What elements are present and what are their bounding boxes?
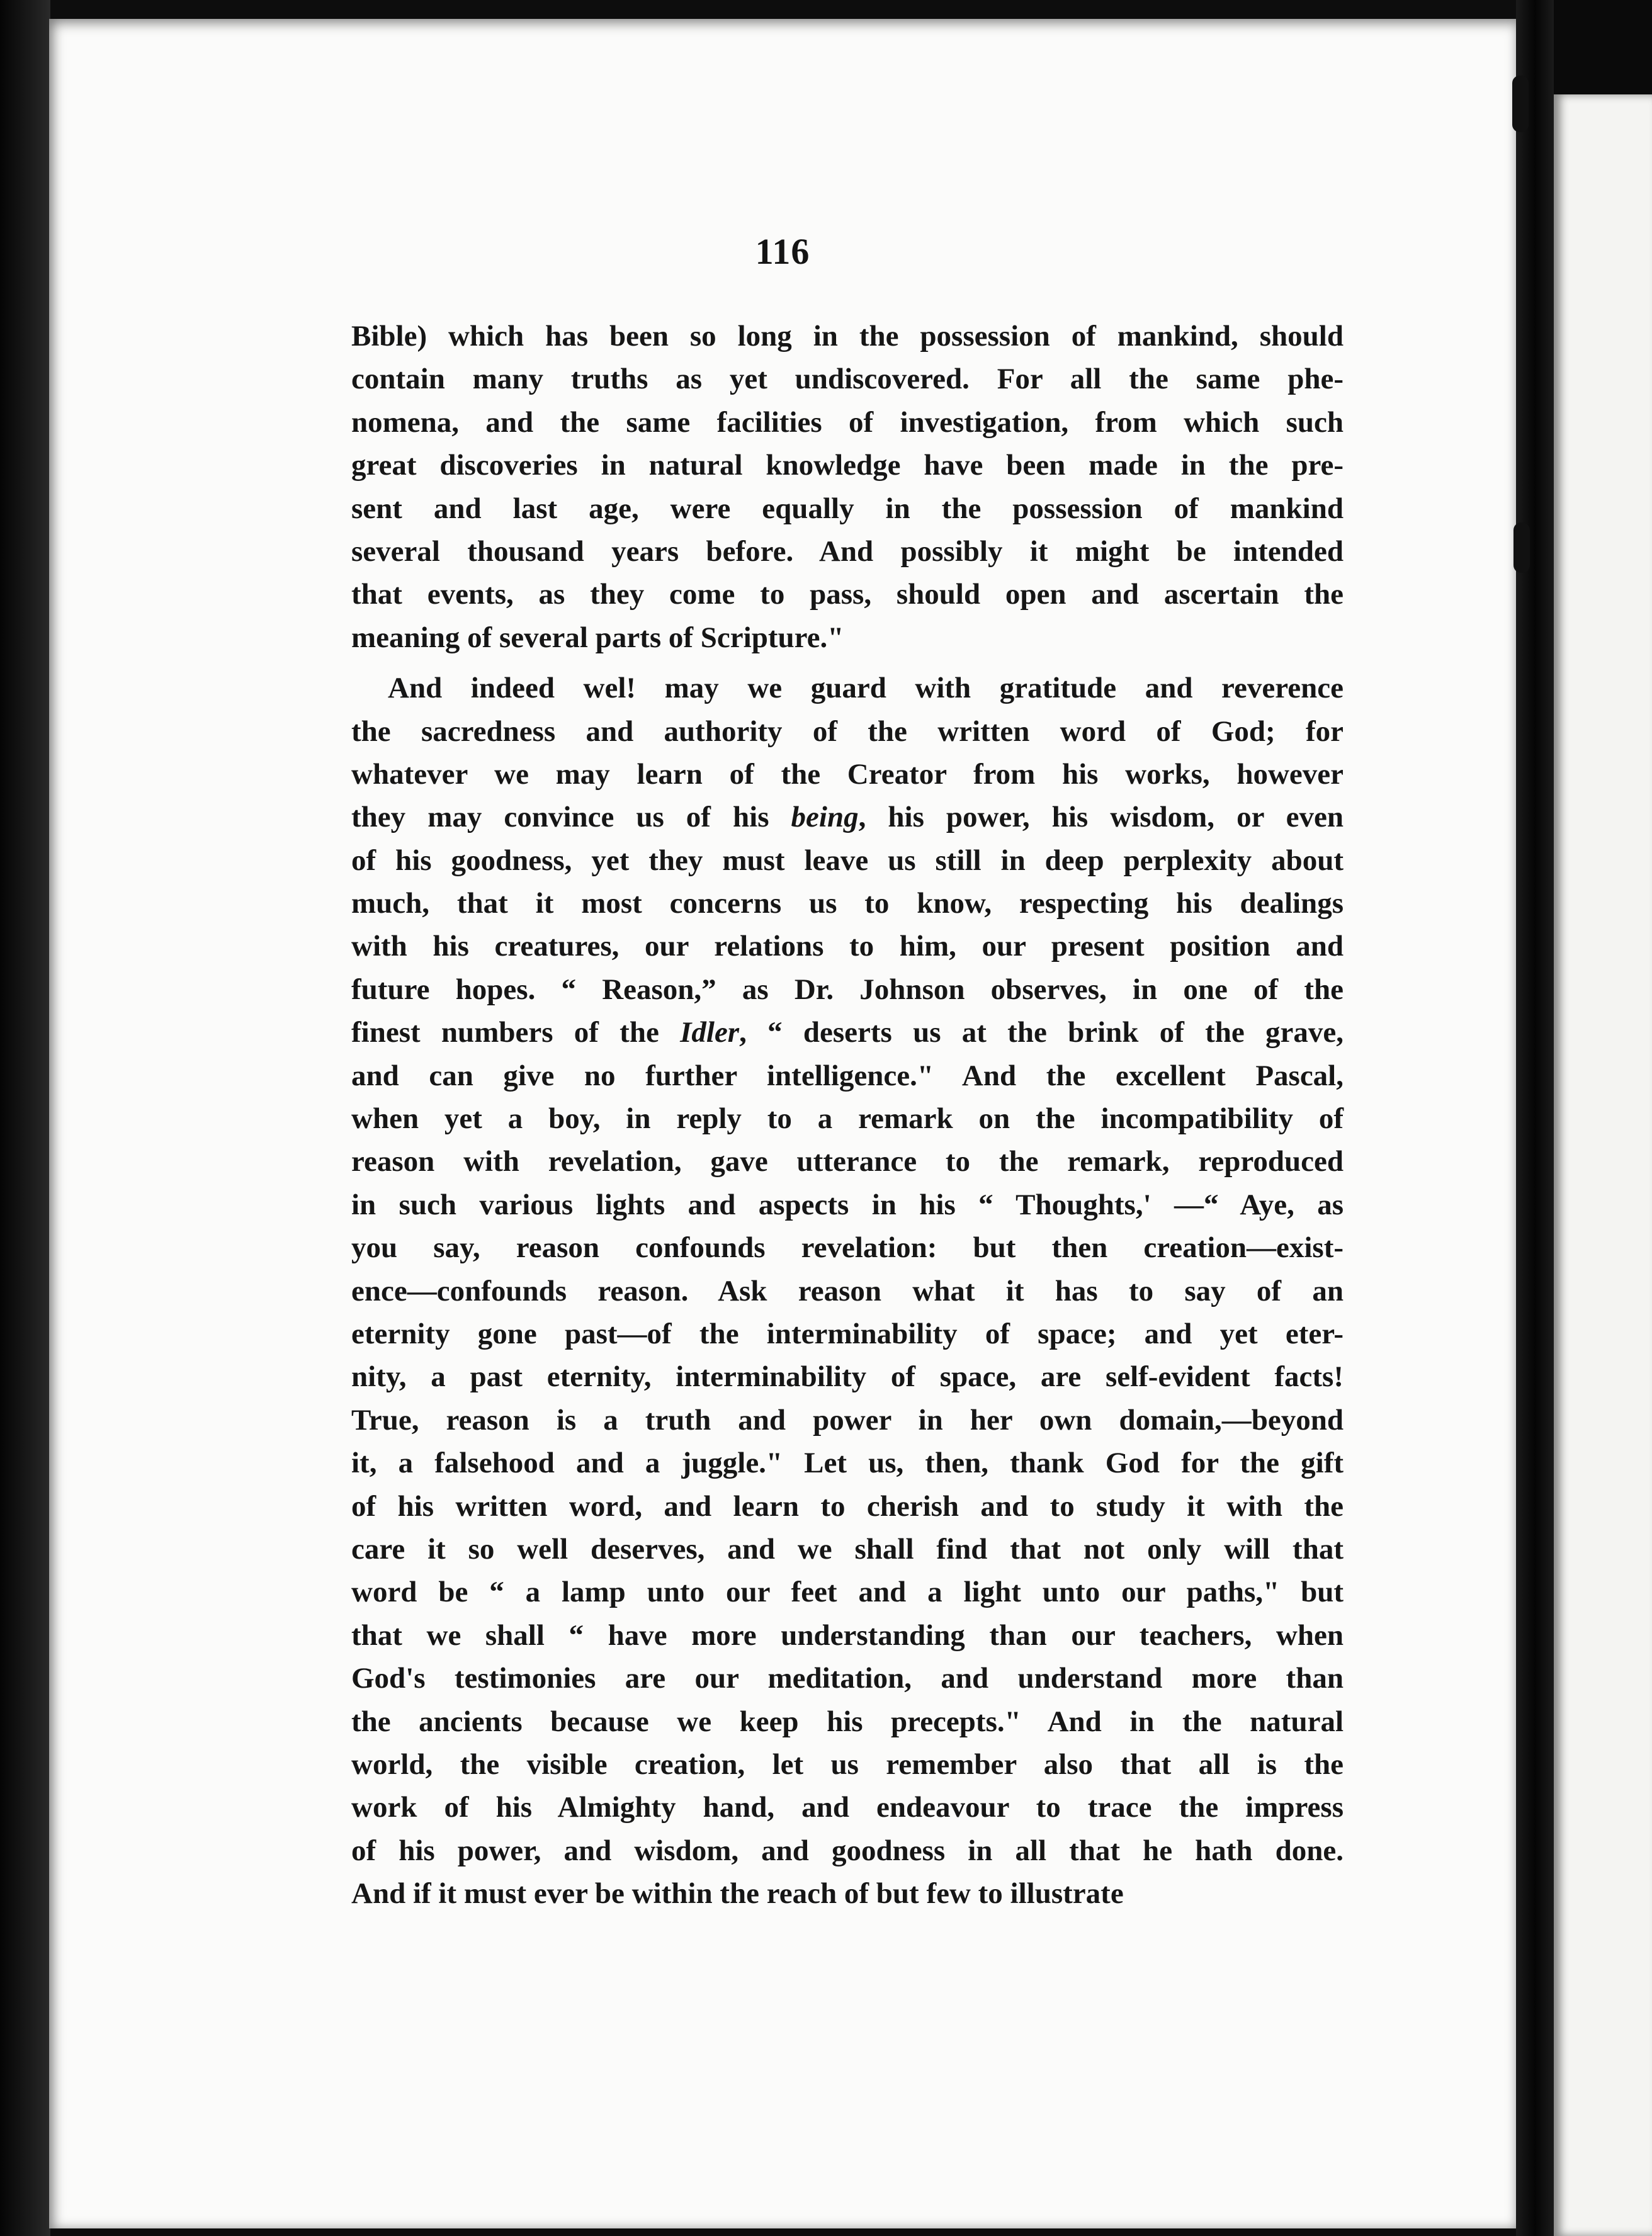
text-line: Bible) which has been so long in the possession of mankind, should — [351, 320, 1344, 353]
page-body-text — [351, 315, 1344, 1915]
text-line — [351, 1011, 1344, 1054]
text-line: several thousand years before. And possibly it might be intended — [351, 534, 1344, 568]
text-line: and can give no further intelligence." And the excellent Pascal, — [351, 1059, 1344, 1092]
text-line: the ancients because we keep his precepts." And in the natural — [351, 1705, 1344, 1738]
adjacent-page-shadow — [1554, 0, 1652, 94]
text-line: with his creatures, our relations to him, our present position and — [351, 930, 1344, 963]
page-number: 116 — [755, 231, 810, 272]
italic-text: being — [791, 801, 859, 834]
binding-mark — [1513, 522, 1530, 573]
paragraph — [351, 315, 1344, 659]
text-line: it, a falsehood and a juggle." Let us, then, thank God for the gift — [351, 1447, 1344, 1480]
text-line: of his power, and wisdom, and goodness in all that he hath done. — [351, 1834, 1344, 1867]
text-line: nomena, and the same facilities of investigation, from which such — [351, 405, 1344, 439]
paragraph-gap — [351, 659, 1344, 667]
text-line: great discoveries in natural knowledge have been made in the pre- — [351, 449, 1344, 482]
text-run: finest numbers of the — [351, 1016, 681, 1049]
text-run: they may convince us of his — [351, 801, 791, 834]
book-gutter — [1516, 0, 1554, 2236]
text-line: of his goodness, yet they must leave us still in deep perplexity about — [351, 844, 1344, 877]
text-line: ence—confounds reason. Ask reason what it has to say of an — [351, 1274, 1344, 1307]
text-line: world, the visible creation, let us remember also that all is the — [351, 1748, 1344, 1781]
text-line: that events, as they come to pass, should open and ascertain the — [351, 578, 1344, 611]
text-line: you say, reason confounds revelation: but then creation—exist- — [351, 1231, 1344, 1265]
text-line: future hopes. “ Reason,” as Dr. Johnson observes, in one of the — [351, 973, 1344, 1006]
text-line: nity, a past eternity, interminability of space, are self-evident facts! — [351, 1360, 1344, 1394]
paragraph — [351, 667, 1344, 1915]
text-line: work of his Almighty hand, and endeavour to trace the impress — [351, 1791, 1344, 1824]
left-scan-edge — [0, 0, 50, 2236]
text-line: eternity gone past—of the interminability of space; and yet eter- — [351, 1317, 1344, 1350]
book-page — [49, 19, 1516, 2228]
text-line: True, reason is a truth and power in her own domain,—beyond — [351, 1403, 1344, 1437]
text-line: when yet a boy, in reply to a remark on the incompatibility of — [351, 1102, 1344, 1136]
text-line: care it so well deserves, and we shall find that not only will that — [351, 1532, 1344, 1566]
text-line: that we shall “ have more understanding than our teachers, when — [351, 1618, 1344, 1652]
text-run: , his power, his wisdom, or even — [858, 801, 1344, 834]
text-line: God's testimonies are our meditation, and understand more than — [351, 1662, 1344, 1695]
adjacent-page-edge — [1554, 94, 1652, 2236]
text-line: much, that it most concerns us to know, respecting his dealings — [351, 887, 1344, 920]
text-line: in such various lights and aspects in his “ Thoughts,' —“ Aye, as — [351, 1188, 1344, 1221]
text-line: whatever we may learn of the Creator from his works, however — [351, 757, 1344, 791]
binding-mark — [1512, 76, 1529, 132]
text-line — [351, 796, 1344, 838]
text-line: of his written word, and learn to cherish and to study it with the — [351, 1489, 1344, 1523]
text-line: And if it must ever be within the reach of but few to illustrate — [351, 1877, 1124, 1911]
text-line: meaning of several parts of Scripture." — [351, 621, 844, 654]
text-line: reason with revelation, gave utterance to the remark, reproduced — [351, 1145, 1344, 1178]
text-run: , “ deserts us at the brink of the grave, — [739, 1016, 1344, 1049]
text-line: contain many truths as yet undiscovered. For all the same phe- — [351, 363, 1344, 396]
text-line: word be “ a lamp unto our feet and a light unto our paths," but — [351, 1576, 1344, 1609]
text-line: sent and last age, were equally in the possession of mankind — [351, 492, 1344, 525]
text-line: And indeed wel! may we guard with gratitude and reverence — [388, 672, 1344, 705]
italic-text: Idler — [680, 1016, 740, 1049]
text-line: the sacredness and authority of the written word of God; for — [351, 714, 1344, 748]
